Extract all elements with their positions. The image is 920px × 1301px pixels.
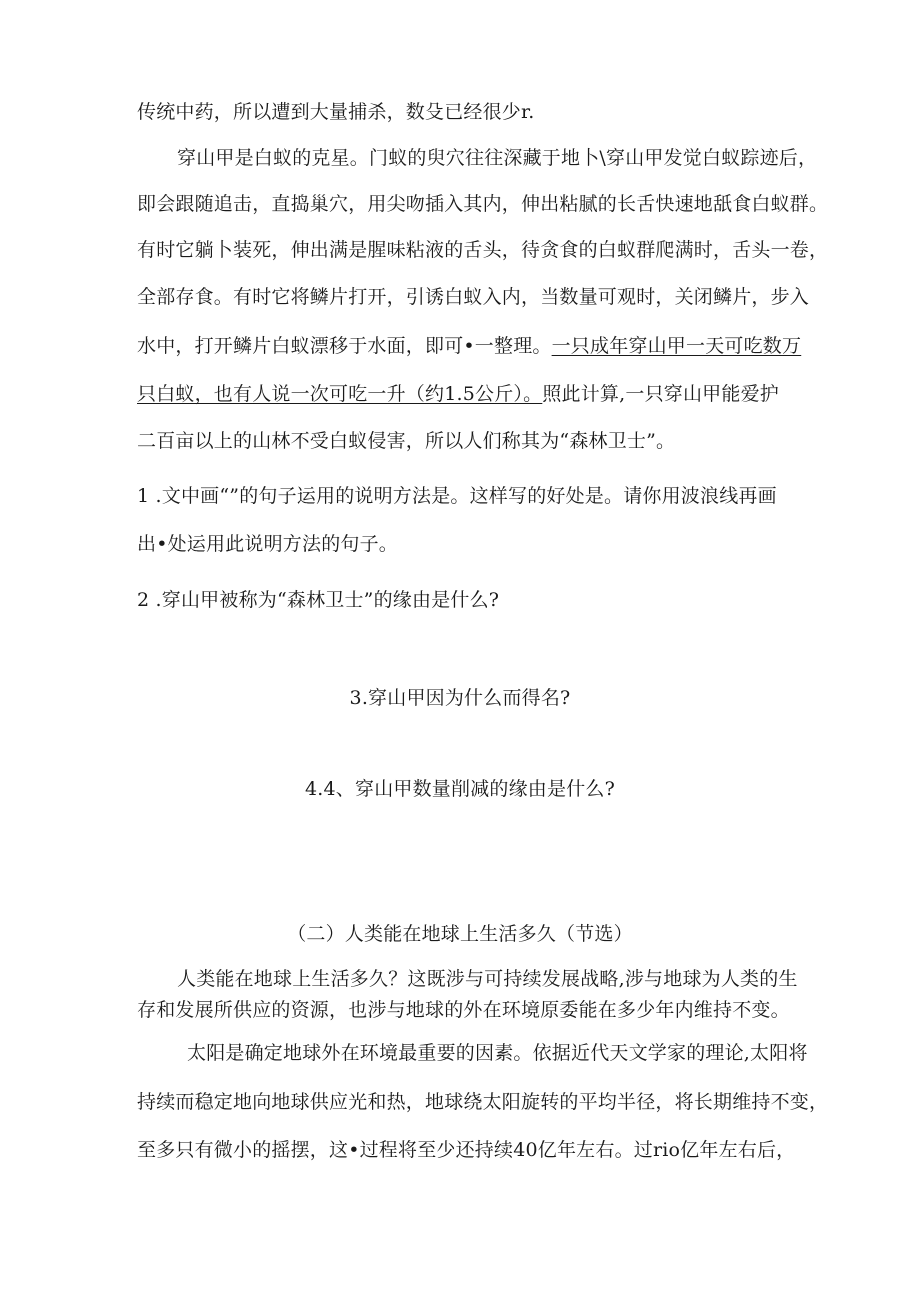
passage-line-7-text: 照此计算,一只穿山甲能爱护: [542, 383, 779, 405]
passage-line-4: 有时它躺卜装死，伸出满是腥味粘液的舌头，待贪食的白蚁群爬满时，舌头一卷，: [137, 239, 829, 261]
question-1-line-2: 出•处运用此说明方法的句子。: [137, 533, 399, 555]
question-2: 2 .穿山甲被称为“森林卫士”的缘由是什么?: [137, 589, 500, 611]
passage-line-2: 穿山甲是白蚁的克星。门蚁的臾穴往往深藏于地卜\穿山甲发觉白蚁踪迹后，: [177, 147, 818, 169]
passage-line-6-text: 水中，打开鳞片白蚁漂移于水面，即可•一整理。: [137, 335, 552, 357]
passage-line-6: [137, 337, 801, 356]
section2-paragraph-1-line-1: 人类能在地球上生活多久？这既涉与可持续发展战略,涉与地球为人类的生: [177, 968, 798, 990]
passage-line-8: 二百亩以上的山林不受白蚁侵害，所以人们称其为“森林卫士”。: [137, 430, 676, 452]
question-1-line-1: 1 .文中画“”的句子运用的说明方法是。这样写的好处是。请你用波浪线再画: [137, 485, 777, 507]
section2-paragraph-2-line-2: 持续而稳定地向地球供应光和热，地球绕太阳旋转的平均半径，将长期维持不变，: [137, 1091, 829, 1113]
question-4: 4.4、穿山甲数量削减的缘由是什么?: [304, 778, 615, 800]
passage-line-5: 全部存食。有时它将鳞片打开，引诱白蚁入内，当数量可观时，关闭鳞片，步入: [137, 286, 810, 308]
section2-paragraph-2-line-3: 至多只有微小的摇摆，这•过程将至少还持续40亿年左右。过rio亿年左右后，: [137, 1139, 796, 1161]
passage-line-7: [137, 385, 779, 404]
passage-line-1: 传统中药，所以遭到大量捕杀，数殳已经很少r.: [137, 101, 535, 123]
question-3: 3.穿山甲因为什么而得名?: [349, 687, 571, 709]
underlined-sentence-part-2: 只白蚁，也有人说一次可吃一升（约1.5公斤）。: [137, 383, 543, 405]
passage-line-3: 即会跟随追击，直捣巢穴，用尖吻插入其内，伸出粘腻的长舌快速地舐食白蚁群。: [137, 193, 829, 215]
section-heading: （二）人类能在地球上生活多久（节选）: [287, 923, 633, 945]
section2-paragraph-2-line-1: 太阳是确定地球外在环境最重要的因素。依据近代天文学家的理论,太阳将: [187, 1042, 808, 1064]
underlined-sentence-part-1: 一只成年穿山甲一天可吃数万: [551, 335, 802, 357]
section2-paragraph-1-line-2: 存和发展所供应的资源，也涉与地球的外在环境原委能在多少年内维持不变。: [137, 999, 790, 1021]
